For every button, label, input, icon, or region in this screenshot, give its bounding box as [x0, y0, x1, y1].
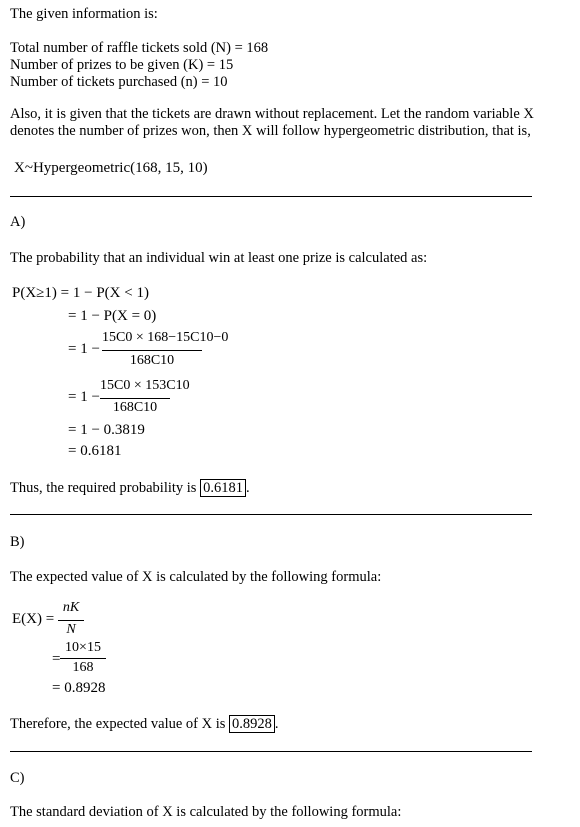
part-a-label: A)	[10, 214, 26, 230]
part-a-eq-2: = 1 − P(X = 0)	[68, 308, 157, 324]
part-b-label: B)	[10, 534, 25, 550]
part-b-eq-2-numerator: 10×15	[65, 640, 101, 655]
given-purchased: Number of tickets purchased (n) = 10	[10, 74, 228, 90]
part-a-eq-3-prefix: = 1 −	[68, 341, 100, 357]
part-a-eq-5: = 1 − 0.3819	[68, 422, 145, 438]
part-b-eq-2-fraction-bar	[60, 658, 106, 659]
part-a-eq-4-fraction-bar	[100, 398, 170, 399]
given-total-tickets: Total number of raffle tickets sold (N) = 168	[10, 40, 269, 56]
part-a-eq-4-denominator: 168C10	[112, 400, 158, 415]
part-a-eq-3-numerator: 15C0 × 168−15C10−0	[102, 330, 229, 345]
intro-paragraph-line-1: Also, it is given that the tickets are drawn without replacement. Let the random variable X	[10, 106, 534, 122]
part-b-eq-1-fraction-bar	[58, 620, 84, 621]
part-b-conclusion-text: Therefore, the expected value of X is	[10, 716, 226, 732]
part-a-eq-6: = 0.6181	[68, 443, 122, 459]
part-b-conclusion-period: .	[274, 716, 279, 732]
part-b-eq-1-denominator: N	[66, 622, 76, 637]
section-divider	[10, 196, 532, 197]
part-a-eq-1: P(X≥1) = 1 − P(X < 1)	[12, 285, 149, 301]
part-a-intro: The probability that an individual win at least one prize is calculated as:	[10, 250, 428, 266]
part-c-intro: The standard deviation of X is calculated by the following formula:	[10, 804, 402, 820]
part-a-answer-box: 0.6181	[200, 479, 246, 497]
given-heading: The given information is:	[10, 6, 158, 22]
distribution-statement: X~Hypergeometric(168, 15, 10)	[14, 160, 208, 176]
part-a-conclusion-period: .	[245, 480, 250, 496]
part-b-eq-1-numerator: nK	[62, 600, 80, 615]
part-b-eq-3: = 0.8928	[52, 680, 106, 696]
part-b-conclusion	[10, 716, 279, 733]
part-b-answer-box: 0.8928	[229, 715, 275, 733]
given-prizes: Number of prizes to be given (K) = 15	[10, 57, 234, 73]
part-b-intro: The expected value of X is calculated by the following formula:	[10, 569, 382, 585]
part-a-conclusion	[10, 480, 250, 497]
section-divider	[10, 514, 532, 515]
part-b-eq-1-prefix: E(X) =	[12, 611, 55, 627]
part-a-conclusion-text: Thus, the required probability is	[10, 480, 197, 496]
part-a-eq-4-prefix: = 1 −	[68, 389, 100, 405]
section-divider	[10, 751, 532, 752]
part-b-eq-2-denominator: 168	[72, 660, 94, 675]
part-a-eq-3-fraction-bar	[102, 350, 202, 351]
intro-paragraph-line-2: denotes the number of prizes won, then X will follow hypergeometric distribution, that is,	[10, 123, 531, 139]
part-a-eq-4-numerator: 15C0 × 153C10	[100, 378, 190, 393]
part-a-eq-3-denominator: 168C10	[129, 353, 175, 368]
part-b-eq-2-prefix: =	[52, 651, 61, 667]
part-c-label: C)	[10, 770, 25, 786]
